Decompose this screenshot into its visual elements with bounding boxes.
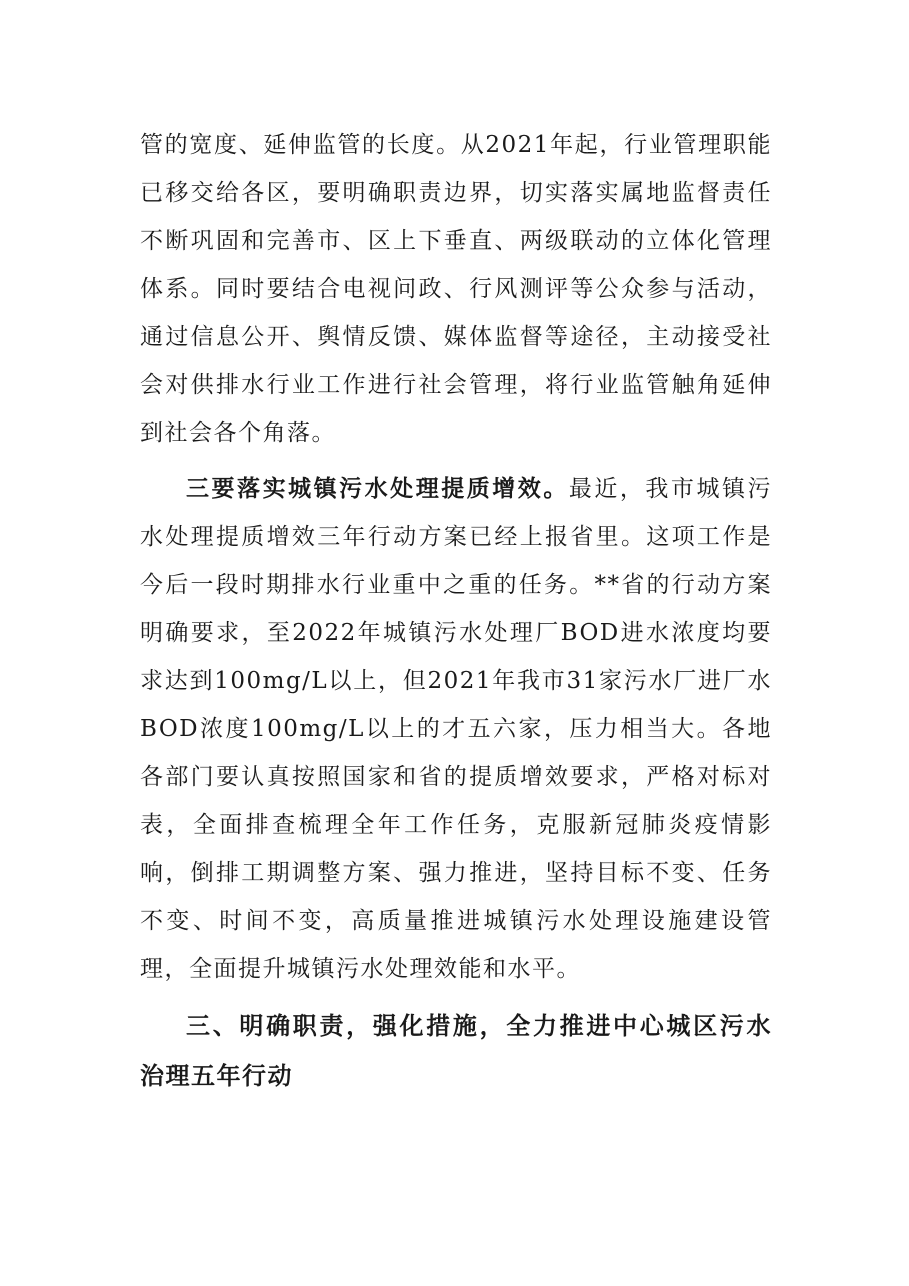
document-body	[140, 121, 772, 1101]
section-heading: 三、明确职责，强化措施，全力推进中心城区污水治理五年行动	[140, 1011, 772, 1090]
paragraph-lead-bold: 三要落实城镇污水处理提质增效。	[186, 475, 569, 502]
paragraph-body: 最近，我市城镇污水处理提质增效三年行动方案已经上报省里。这项工作是今后一段时期排水行业重中之重的任务。**省的行动方案明确要求，至2022年城镇污水处理厂BOD进水浓度均要求达到100mg/L以上，但2021年我市31家污水厂进厂水BOD浓度100mg/L以上的才五六家，压力相当大。各地各部门要认真按照国家和省的提质增效要求，严格对标对表，全面排查梳理全年工作任务，克服新冠肺炎疫情影响，倒排工期调整方案、强力推进，坚持目标不变、任务不变、时间不变，高质量推进城镇污水处理设施建设管理，全面提升城镇污水处理效能和水平。	[140, 476, 773, 982]
paragraph-continued: 管的宽度、延伸监管的长度。从2021年起，行业管理职能已移交给各区，要明确职责边界，切实落实属地监督责任不断巩固和完善市、区上下垂直、两级联动的立体化管理体系。同时要结合电视问政、行风测评等公众参与活动，通过信息公开、舆情反馈、媒体监督等途径，主动接受社会对供排水行业工作进行社会管理，将行业监管触角延伸到社会各个角落。	[140, 132, 772, 446]
paragraph-point-three	[140, 465, 772, 993]
